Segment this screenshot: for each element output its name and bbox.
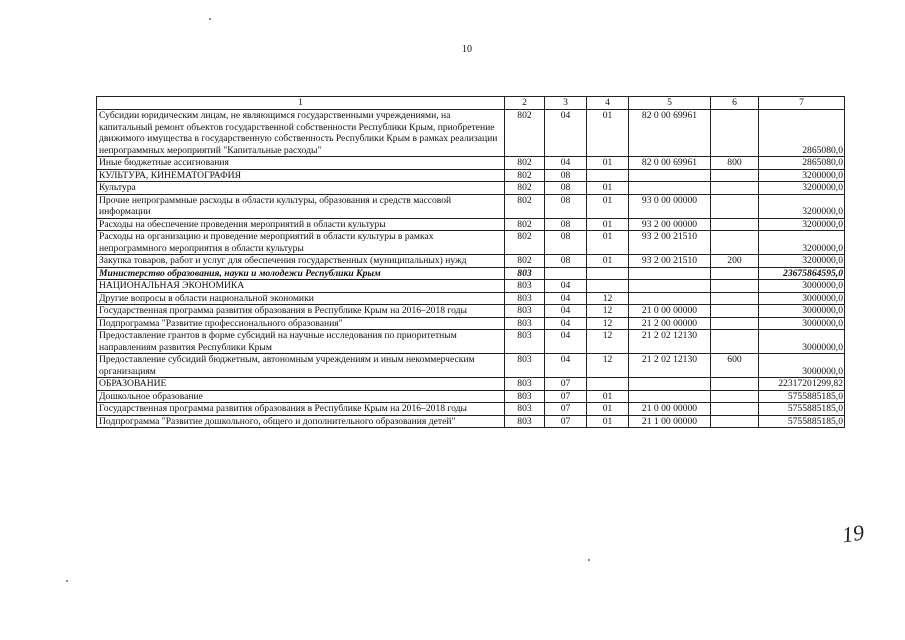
expense-type-cell — [711, 182, 759, 195]
expense-type-cell — [711, 292, 759, 305]
subsection-code-cell: 01 — [587, 390, 629, 403]
section-code-cell: 04 — [545, 280, 587, 293]
subsection-code-cell: 01 — [587, 415, 629, 428]
amount-cell: 3000000,0 — [759, 330, 845, 354]
row-name-cell: НАЦИОНАЛЬНАЯ ЭКОНОМИКА — [97, 280, 505, 293]
amount-cell: 5755885185,0 — [759, 390, 845, 403]
header-cell: 2 — [505, 97, 545, 110]
row-name-cell: Министерство образования, науки и молодежи Республики Крым — [97, 267, 505, 280]
table-row — [97, 267, 845, 280]
ministry-code-cell: 802 — [505, 157, 545, 170]
scan-speck — [209, 18, 211, 20]
subsection-code-cell: 01 — [587, 157, 629, 170]
ministry-code-cell: 802 — [505, 218, 545, 231]
expense-type-cell: 800 — [711, 157, 759, 170]
subsection-code-cell: 01 — [587, 231, 629, 255]
table-row — [97, 317, 845, 330]
section-code-cell: 04 — [545, 305, 587, 318]
section-code-cell: 07 — [545, 378, 587, 391]
target-article-cell — [629, 378, 711, 391]
header-cell: 3 — [545, 97, 587, 110]
amount-cell: 3000000,0 — [759, 317, 845, 330]
row-name-cell: Иные бюджетные ассигнования — [97, 157, 505, 170]
ministry-code-cell: 802 — [505, 255, 545, 268]
row-name-cell: Подпрограмма "Развитие дошкольного, общего и дополнительного образования детей" — [97, 415, 505, 428]
section-code-cell: 08 — [545, 231, 587, 255]
amount-cell: 2865080,0 — [759, 157, 845, 170]
amount-cell: 3000000,0 — [759, 305, 845, 318]
target-article-cell: 93 2 00 21510 — [629, 255, 711, 268]
ministry-code-cell: 803 — [505, 354, 545, 378]
amount-cell: 3200000,0 — [759, 231, 845, 255]
subsection-code-cell: 01 — [587, 218, 629, 231]
expense-type-cell — [711, 330, 759, 354]
section-code-cell: 04 — [545, 317, 587, 330]
target-article-cell: 82 0 00 69961 — [629, 110, 711, 157]
subsection-code-cell: 01 — [587, 182, 629, 195]
row-name-cell: Субсидии юридическим лицам, не являющимся государственными учреждениями, на капитальный ремонт объектов государственной собственности Республики Крым, приобретение движимого имущества в государственную собственность Республики Крым в рамках реализации непрограммных мероприятий "Капитальные расходы" — [97, 110, 505, 157]
amount-cell: 5755885185,0 — [759, 403, 845, 416]
table-row — [97, 292, 845, 305]
header-cell: 1 — [97, 97, 505, 110]
amount-cell: 23675864595,0 — [759, 267, 845, 280]
expense-type-cell — [711, 378, 759, 391]
subsection-code-cell — [587, 378, 629, 391]
subsection-code-cell: 12 — [587, 317, 629, 330]
subsection-code-cell — [587, 280, 629, 293]
ministry-code-cell: 802 — [505, 182, 545, 195]
section-code-cell: 04 — [545, 354, 587, 378]
section-code-cell: 08 — [545, 255, 587, 268]
target-article-cell: 21 1 00 00000 — [629, 415, 711, 428]
row-name-cell: Подпрограмма "Развитие профессионального образования" — [97, 317, 505, 330]
ministry-code-cell: 802 — [505, 231, 545, 255]
expense-type-cell — [711, 403, 759, 416]
expense-type-cell: 200 — [711, 255, 759, 268]
amount-cell: 3200000,0 — [759, 194, 845, 218]
section-code-cell: 04 — [545, 110, 587, 157]
ministry-code-cell: 803 — [505, 378, 545, 391]
row-name-cell: Прочие непрограммные расходы в области культуры, образования и средств массовой информации — [97, 194, 505, 218]
section-code-cell: 04 — [545, 330, 587, 354]
target-article-cell: 21 2 00 00000 — [629, 317, 711, 330]
subsection-code-cell: 01 — [587, 194, 629, 218]
header-cell: 6 — [711, 97, 759, 110]
table-row — [97, 390, 845, 403]
row-name-cell: ОБРАЗОВАНИЕ — [97, 378, 505, 391]
row-name-cell: Предоставление субсидий бюджетным, автономным учреждениям и иным некоммерческим организациям — [97, 354, 505, 378]
ministry-code-cell: 803 — [505, 292, 545, 305]
budget-table — [96, 96, 845, 428]
subsection-code-cell: 12 — [587, 305, 629, 318]
target-article-cell: 93 0 00 00000 — [629, 194, 711, 218]
ministry-code-cell: 803 — [505, 267, 545, 280]
table-row — [97, 255, 845, 268]
table-row — [97, 182, 845, 195]
target-article-cell: 21 0 00 00000 — [629, 403, 711, 416]
section-code-cell — [545, 267, 587, 280]
row-name-cell: КУЛЬТУРА, КИНЕМАТОГРАФИЯ — [97, 169, 505, 182]
section-code-cell: 08 — [545, 182, 587, 195]
target-article-cell — [629, 267, 711, 280]
amount-cell: 22317201299,82 — [759, 378, 845, 391]
amount-cell: 3200000,0 — [759, 169, 845, 182]
section-code-cell: 04 — [545, 292, 587, 305]
ministry-code-cell: 802 — [505, 169, 545, 182]
header-cell: 7 — [759, 97, 845, 110]
table-row — [97, 218, 845, 231]
amount-cell: 3200000,0 — [759, 182, 845, 195]
expense-type-cell — [711, 267, 759, 280]
row-name-cell: Дошкольное образование — [97, 390, 505, 403]
target-article-cell — [629, 280, 711, 293]
amount-cell: 3000000,0 — [759, 292, 845, 305]
ministry-code-cell: 803 — [505, 330, 545, 354]
subsection-code-cell: 12 — [587, 354, 629, 378]
row-name-cell: Другие вопросы в области национальной экономики — [97, 292, 505, 305]
table-row — [97, 378, 845, 391]
table-row — [97, 280, 845, 293]
table-body — [97, 110, 845, 428]
subsection-code-cell: 12 — [587, 292, 629, 305]
ministry-code-cell: 803 — [505, 403, 545, 416]
table-row — [97, 354, 845, 378]
expense-type-cell — [711, 110, 759, 157]
row-name-cell: Расходы на организацию и проведение мероприятий в области культуры в рамках непрограммного мероприятия в области культуры — [97, 231, 505, 255]
row-name-cell: Государственная программа развития образования в Республике Крым на 2016–2018 годы — [97, 403, 505, 416]
table-row — [97, 415, 845, 428]
table-row — [97, 305, 845, 318]
target-article-cell: 21 2 02 12130 — [629, 354, 711, 378]
expense-type-cell — [711, 218, 759, 231]
section-code-cell: 07 — [545, 403, 587, 416]
subsection-code-cell: 01 — [587, 403, 629, 416]
table-row — [97, 330, 845, 354]
amount-cell: 3000000,0 — [759, 280, 845, 293]
table-header-row — [97, 97, 845, 110]
target-article-cell: 93 2 00 00000 — [629, 218, 711, 231]
subsection-code-cell: 01 — [587, 110, 629, 157]
expense-type-cell — [711, 390, 759, 403]
row-name-cell: Закупка товаров, работ и услуг для обеспечения государственных (муниципальных) нужд — [97, 255, 505, 268]
subsection-code-cell: 01 — [587, 255, 629, 268]
table-row — [97, 110, 845, 157]
section-code-cell: 08 — [545, 169, 587, 182]
page-number: 10 — [462, 44, 472, 55]
ministry-code-cell: 803 — [505, 317, 545, 330]
expense-type-cell — [711, 280, 759, 293]
amount-cell: 3200000,0 — [759, 218, 845, 231]
amount-cell: 3200000,0 — [759, 255, 845, 268]
row-name-cell: Предоставление грантов в форме субсидий на научные исследования по приоритетным направлениям развития Республики Крым — [97, 330, 505, 354]
table-row — [97, 169, 845, 182]
table-row — [97, 157, 845, 170]
handwritten-page-mark: 19 — [840, 519, 866, 548]
table-row — [97, 403, 845, 416]
ministry-code-cell: 803 — [505, 415, 545, 428]
row-name-cell: Государственная программа развития образования в Республике Крым на 2016–2018 годы — [97, 305, 505, 318]
section-code-cell: 07 — [545, 390, 587, 403]
section-code-cell: 08 — [545, 218, 587, 231]
target-article-cell: 21 0 00 00000 — [629, 305, 711, 318]
scan-speck — [66, 580, 68, 582]
expense-type-cell — [711, 305, 759, 318]
expense-type-cell — [711, 169, 759, 182]
expense-type-cell: 600 — [711, 354, 759, 378]
table-row — [97, 194, 845, 218]
expense-type-cell — [711, 317, 759, 330]
amount-cell: 3000000,0 — [759, 354, 845, 378]
amount-cell: 5755885185,0 — [759, 415, 845, 428]
ministry-code-cell: 803 — [505, 280, 545, 293]
section-code-cell: 07 — [545, 415, 587, 428]
target-article-cell — [629, 169, 711, 182]
ministry-code-cell: 803 — [505, 390, 545, 403]
header-cell: 4 — [587, 97, 629, 110]
header-cell: 5 — [629, 97, 711, 110]
target-article-cell: 82 0 00 69961 — [629, 157, 711, 170]
ministry-code-cell: 802 — [505, 194, 545, 218]
target-article-cell: 93 2 00 21510 — [629, 231, 711, 255]
target-article-cell — [629, 292, 711, 305]
section-code-cell: 08 — [545, 194, 587, 218]
expense-type-cell — [711, 194, 759, 218]
scan-speck — [588, 559, 590, 561]
section-code-cell: 04 — [545, 157, 587, 170]
row-name-cell: Культура — [97, 182, 505, 195]
table-row — [97, 231, 845, 255]
expense-type-cell — [711, 231, 759, 255]
ministry-code-cell: 802 — [505, 110, 545, 157]
subsection-code-cell — [587, 267, 629, 280]
amount-cell: 2865080,0 — [759, 110, 845, 157]
subsection-code-cell — [587, 169, 629, 182]
ministry-code-cell: 803 — [505, 305, 545, 318]
target-article-cell — [629, 182, 711, 195]
target-article-cell: 21 2 02 12130 — [629, 330, 711, 354]
target-article-cell — [629, 390, 711, 403]
expense-type-cell — [711, 415, 759, 428]
row-name-cell: Расходы на обеспечение проведения мероприятий в области культуры — [97, 218, 505, 231]
subsection-code-cell: 12 — [587, 330, 629, 354]
